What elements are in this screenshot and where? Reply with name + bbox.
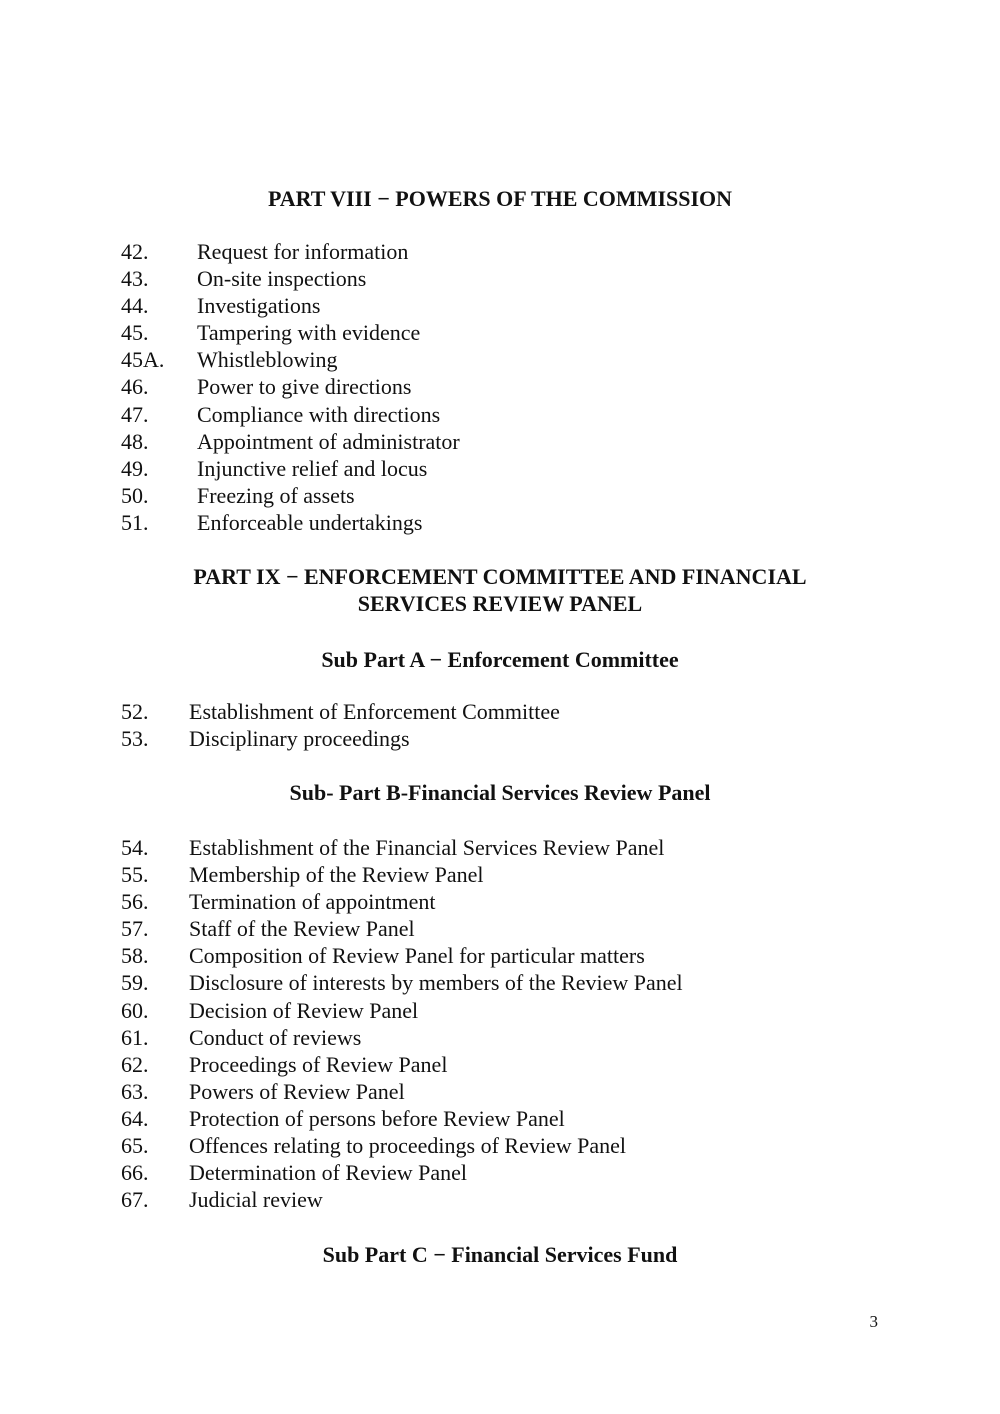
section-entry	[121, 1051, 683, 1078]
section-entry	[121, 428, 460, 455]
section-number: 47.	[121, 401, 149, 427]
section-title: Membership of the Review Panel	[189, 862, 484, 888]
section-title: Disciplinary proceedings	[189, 726, 410, 752]
section-entry	[121, 942, 683, 969]
section-title: Compliance with directions	[197, 401, 441, 427]
section-number: 64.	[121, 1105, 149, 1131]
section-title: Tampering with evidence	[197, 320, 421, 346]
section-entry	[121, 265, 460, 292]
section-title: Protection of persons before Review Panel	[189, 1105, 565, 1131]
section-number: 56.	[121, 889, 149, 915]
section-number: 59.	[121, 970, 149, 996]
section-number: 48.	[121, 428, 149, 454]
section-number: 55.	[121, 862, 149, 888]
section-entry	[121, 698, 560, 725]
sub-part-c-heading: Sub Part C − Financial Services Fund	[322, 1242, 678, 1267]
sub-part-a-heading: Sub Part A − Enforcement Committee	[321, 647, 679, 672]
section-number: 65.	[121, 1133, 149, 1159]
section-number: 54.	[121, 835, 149, 860]
section-number: 60.	[121, 997, 149, 1023]
section-entry	[121, 455, 460, 482]
section-number: 63.	[121, 1078, 149, 1104]
section-title: Establishment of Enforcement Committee	[189, 699, 560, 724]
section-entry	[121, 401, 460, 428]
section-entry	[121, 997, 683, 1024]
section-number: 66.	[121, 1160, 149, 1186]
section-entry	[121, 725, 560, 752]
section-entry	[121, 509, 460, 536]
section-number: 50.	[121, 482, 149, 508]
section-entry	[121, 346, 460, 373]
sub-part-b-heading: Sub- Part B-Financial Services Review Panel	[289, 780, 711, 805]
section-entry	[121, 482, 460, 509]
section-entry	[121, 888, 683, 915]
section-number: 58.	[121, 943, 149, 969]
section-number: 61.	[121, 1024, 149, 1050]
section-entry	[121, 1186, 683, 1213]
section-entry	[121, 861, 683, 888]
section-entry	[121, 915, 683, 942]
section-title: Composition of Review Panel for particular matters	[189, 943, 645, 969]
section-title: Appointment of administrator	[197, 428, 460, 454]
section-title: Enforceable undertakings	[197, 509, 423, 535]
section-entry	[121, 1105, 683, 1132]
section-number: 67.	[121, 1187, 149, 1213]
section-entry	[121, 1159, 683, 1186]
section-entry	[121, 319, 460, 346]
part-viii-section-list	[121, 238, 460, 536]
section-title: On-site inspections	[197, 266, 367, 292]
part-viii-heading: PART VIII − POWERS OF THE COMMISSION	[267, 186, 733, 211]
section-number: 62.	[121, 1051, 149, 1077]
section-title: Offences relating to proceedings of Review Panel	[189, 1133, 627, 1159]
section-number: 44.	[121, 293, 149, 319]
section-number: 51.	[121, 509, 149, 535]
section-entry	[121, 969, 683, 996]
section-entry	[121, 1132, 683, 1159]
section-title: Termination of appointment	[189, 889, 436, 915]
sub-part-a-section-list	[121, 698, 560, 752]
section-title: Staff of the Review Panel	[189, 916, 415, 942]
section-title: Powers of Review Panel	[189, 1078, 405, 1104]
section-title: Judicial review	[189, 1187, 323, 1213]
part-ix-heading-line2: SERVICES REVIEW PANEL	[357, 591, 643, 616]
section-number: 45.	[121, 320, 149, 346]
section-title: Determination of Review Panel	[189, 1160, 467, 1186]
section-number: 43.	[121, 266, 149, 292]
part-ix-heading-line1: PART IX − ENFORCEMENT COMMITTEE AND FINANCIAL	[193, 564, 807, 589]
section-number: 57.	[121, 916, 149, 942]
section-title: Request for information	[197, 239, 409, 264]
section-number: 45A.	[121, 347, 165, 373]
section-entry	[121, 1024, 683, 1051]
section-entry	[121, 1078, 683, 1105]
section-number: 53.	[121, 726, 149, 752]
section-title: Proceedings of Review Panel	[189, 1051, 448, 1077]
section-entry	[121, 834, 683, 861]
section-title: Disclosure of interests by members of the Review Panel	[189, 970, 683, 996]
section-title: Conduct of reviews	[189, 1024, 362, 1050]
section-title: Power to give directions	[197, 374, 412, 400]
section-title: Decision of Review Panel	[189, 997, 419, 1023]
section-number: 42.	[121, 239, 149, 264]
section-entry	[121, 373, 460, 400]
sub-part-b-section-list	[121, 834, 683, 1213]
page-number: 3	[869, 1312, 878, 1331]
section-title: Investigations	[197, 293, 321, 319]
section-entry	[121, 292, 460, 319]
section-title: Injunctive relief and locus	[197, 455, 428, 481]
section-title: Whistleblowing	[197, 347, 338, 373]
section-title: Freezing of assets	[197, 482, 355, 508]
section-entry	[121, 238, 460, 265]
section-number: 46.	[121, 374, 149, 400]
section-title: Establishment of the Financial Services Review Panel	[189, 835, 665, 860]
section-number: 49.	[121, 455, 149, 481]
section-number: 52.	[121, 699, 149, 724]
